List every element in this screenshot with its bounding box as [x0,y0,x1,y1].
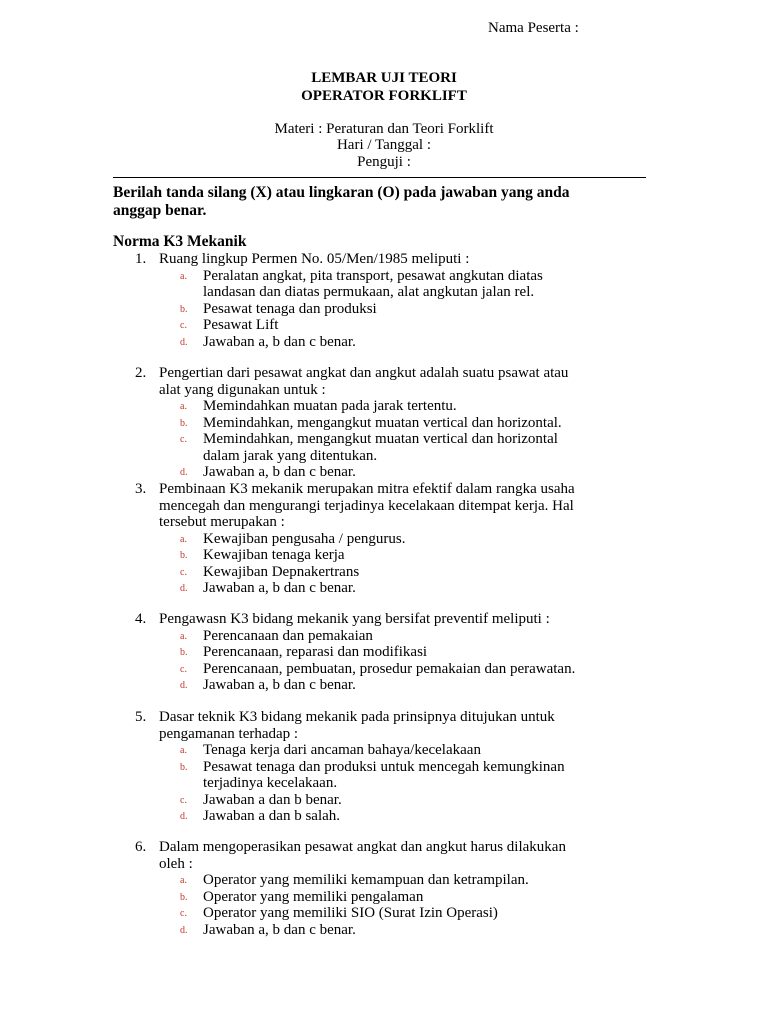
answer-option[interactable]: Pesawat Lift [203,317,279,333]
answer-option[interactable]: Memindahkan muatan pada jarak tertentu. [203,398,457,414]
option-letter: d. [180,467,188,478]
section-title: Norma K3 Mekanik [113,233,247,250]
answer-option[interactable]: Memindahkan, mengangkut muatan vertical dan horizontal. [203,414,562,431]
answer-option[interactable]: Memindahkan, mengangkut muatan vertical dan horizontal [203,431,558,447]
sheet-title: LEMBAR UJI TEORI [311,70,457,86]
question-number: 3. [135,481,147,497]
option-letter: d. [180,924,188,936]
option-letter: d. [180,583,188,594]
question-text: Pembinaan K3 mekanik merupakan mitra efektif dalam rangka usaha [159,481,575,497]
option-letter: b. [180,550,188,561]
option-letter: c. [180,434,187,445]
answer-option[interactable]: dalam jarak yang ditentukan. [203,447,378,464]
option-letter: c. [180,566,187,578]
question-number: 4. [135,611,147,627]
question-number: 1. [135,251,147,267]
option-letter: a. [180,745,187,756]
answer-option[interactable]: Kewajiban pengusaha / pengurus. [203,530,406,547]
option-letter: b. [180,761,188,773]
question-text: alat yang digunakan untuk : [159,381,326,398]
answer-option[interactable]: Jawaban a, b dan c benar. [203,921,356,938]
question-number: 6. [135,839,147,855]
option-letter: c. [180,663,187,675]
option-letter: a. [180,533,187,545]
option-letter: c. [180,908,187,919]
question-text: Ruang lingkup Permen No. 05/Men/1985 meliputi : [159,251,470,267]
option-letter: a. [180,270,187,282]
date-line: Hari / Tanggal : [336,137,432,153]
question-number: 5. [135,709,147,725]
participant-name-label: Nama Peserta : [488,20,579,36]
question-text: Pengertian dari pesawat angkat dan angkut adalah suatu psawat atau [159,365,569,381]
option-letter: b. [180,417,188,429]
answer-option[interactable]: Operator yang memiliki pengalaman [203,888,424,905]
option-letter: c. [180,320,187,331]
answer-option[interactable]: Tenaga kerja dari ancaman bahaya/kecelakaan [203,742,481,758]
answer-option[interactable]: Peralatan angkat, pita transport, pesawat angkutan diatas [203,267,543,284]
question-text: pengamanan terhadap : [159,725,299,742]
option-letter: d. [180,680,188,691]
option-letter: b. [180,303,188,315]
answer-option[interactable]: Operator yang memiliki kemampuan dan ketrampilan. [203,872,529,888]
answer-option[interactable]: terjadinya kecelakaan. [203,775,338,791]
question-text: oleh : [159,855,193,872]
answer-option[interactable]: Jawaban a, b dan c benar. [203,333,356,350]
question-text: Dasar teknik K3 bidang mekanik pada prinsipnya ditujukan untuk [159,709,555,725]
option-letter: c. [180,794,187,806]
header-divider [113,177,646,178]
option-letter: d. [180,336,188,348]
answer-option[interactable]: Kewajiban Depnakertrans [203,563,360,580]
answer-option[interactable]: Pesawat tenaga dan produksi untuk mencegah kemungkinan [203,758,565,775]
option-letter: a. [180,875,187,886]
answer-option[interactable]: Kewajiban tenaga kerja [203,547,345,563]
answer-option[interactable]: Jawaban a dan b salah. [203,808,341,824]
answer-option[interactable]: landasan dan diatas permukaan, alat angkutan jalan rel. [203,284,535,300]
answer-option[interactable]: Jawaban a, b dan c benar. [203,677,356,693]
answer-option[interactable]: Pesawat tenaga dan produksi [203,300,377,317]
option-letter: d. [180,811,188,822]
question-text: Dalam mengoperasikan pesawat angkat dan angkut harus dilakukan [159,839,566,855]
examiner-line: Penguji : [357,154,411,170]
answer-option[interactable]: Jawaban a, b dan c benar. [203,464,356,480]
option-letter: b. [180,891,188,903]
materi-line: Materi : Peraturan dan Teori Forklift [274,121,494,137]
answer-option[interactable]: Operator yang memiliki SIO (Surat Izin Operasi) [203,905,498,921]
question-text: Pengawasn K3 bidang mekanik yang bersifat preventif meliputi : [159,611,550,627]
answer-option[interactable]: Jawaban a, b dan c benar. [203,580,356,596]
option-letter: a. [180,401,187,412]
answer-option[interactable]: Perencanaan, pembuatan, prosedur pemakaian dan perawatan. [203,660,576,677]
instructions-line: Berilah tanda silang (X) atau lingkaran (O) pada jawaban yang anda [113,184,570,201]
question-number: 2. [135,365,147,381]
answer-option[interactable]: Jawaban a dan b benar. [203,791,342,808]
instructions [113,184,648,220]
instructions-line: anggap benar. [113,202,207,219]
option-letter: b. [180,647,188,658]
answer-option[interactable]: Perencanaan dan pemakaian [203,627,373,644]
question-text: mencegah dan mengurangi terjadinya kecelakaan ditempat kerja. Hal [159,497,574,514]
option-letter: a. [180,630,187,642]
sheet-subtitle: OPERATOR FORKLIFT [301,88,467,104]
answer-option[interactable]: Perencanaan, reparasi dan modifikasi [203,644,428,660]
question-text: tersebut merupakan : [159,514,285,530]
